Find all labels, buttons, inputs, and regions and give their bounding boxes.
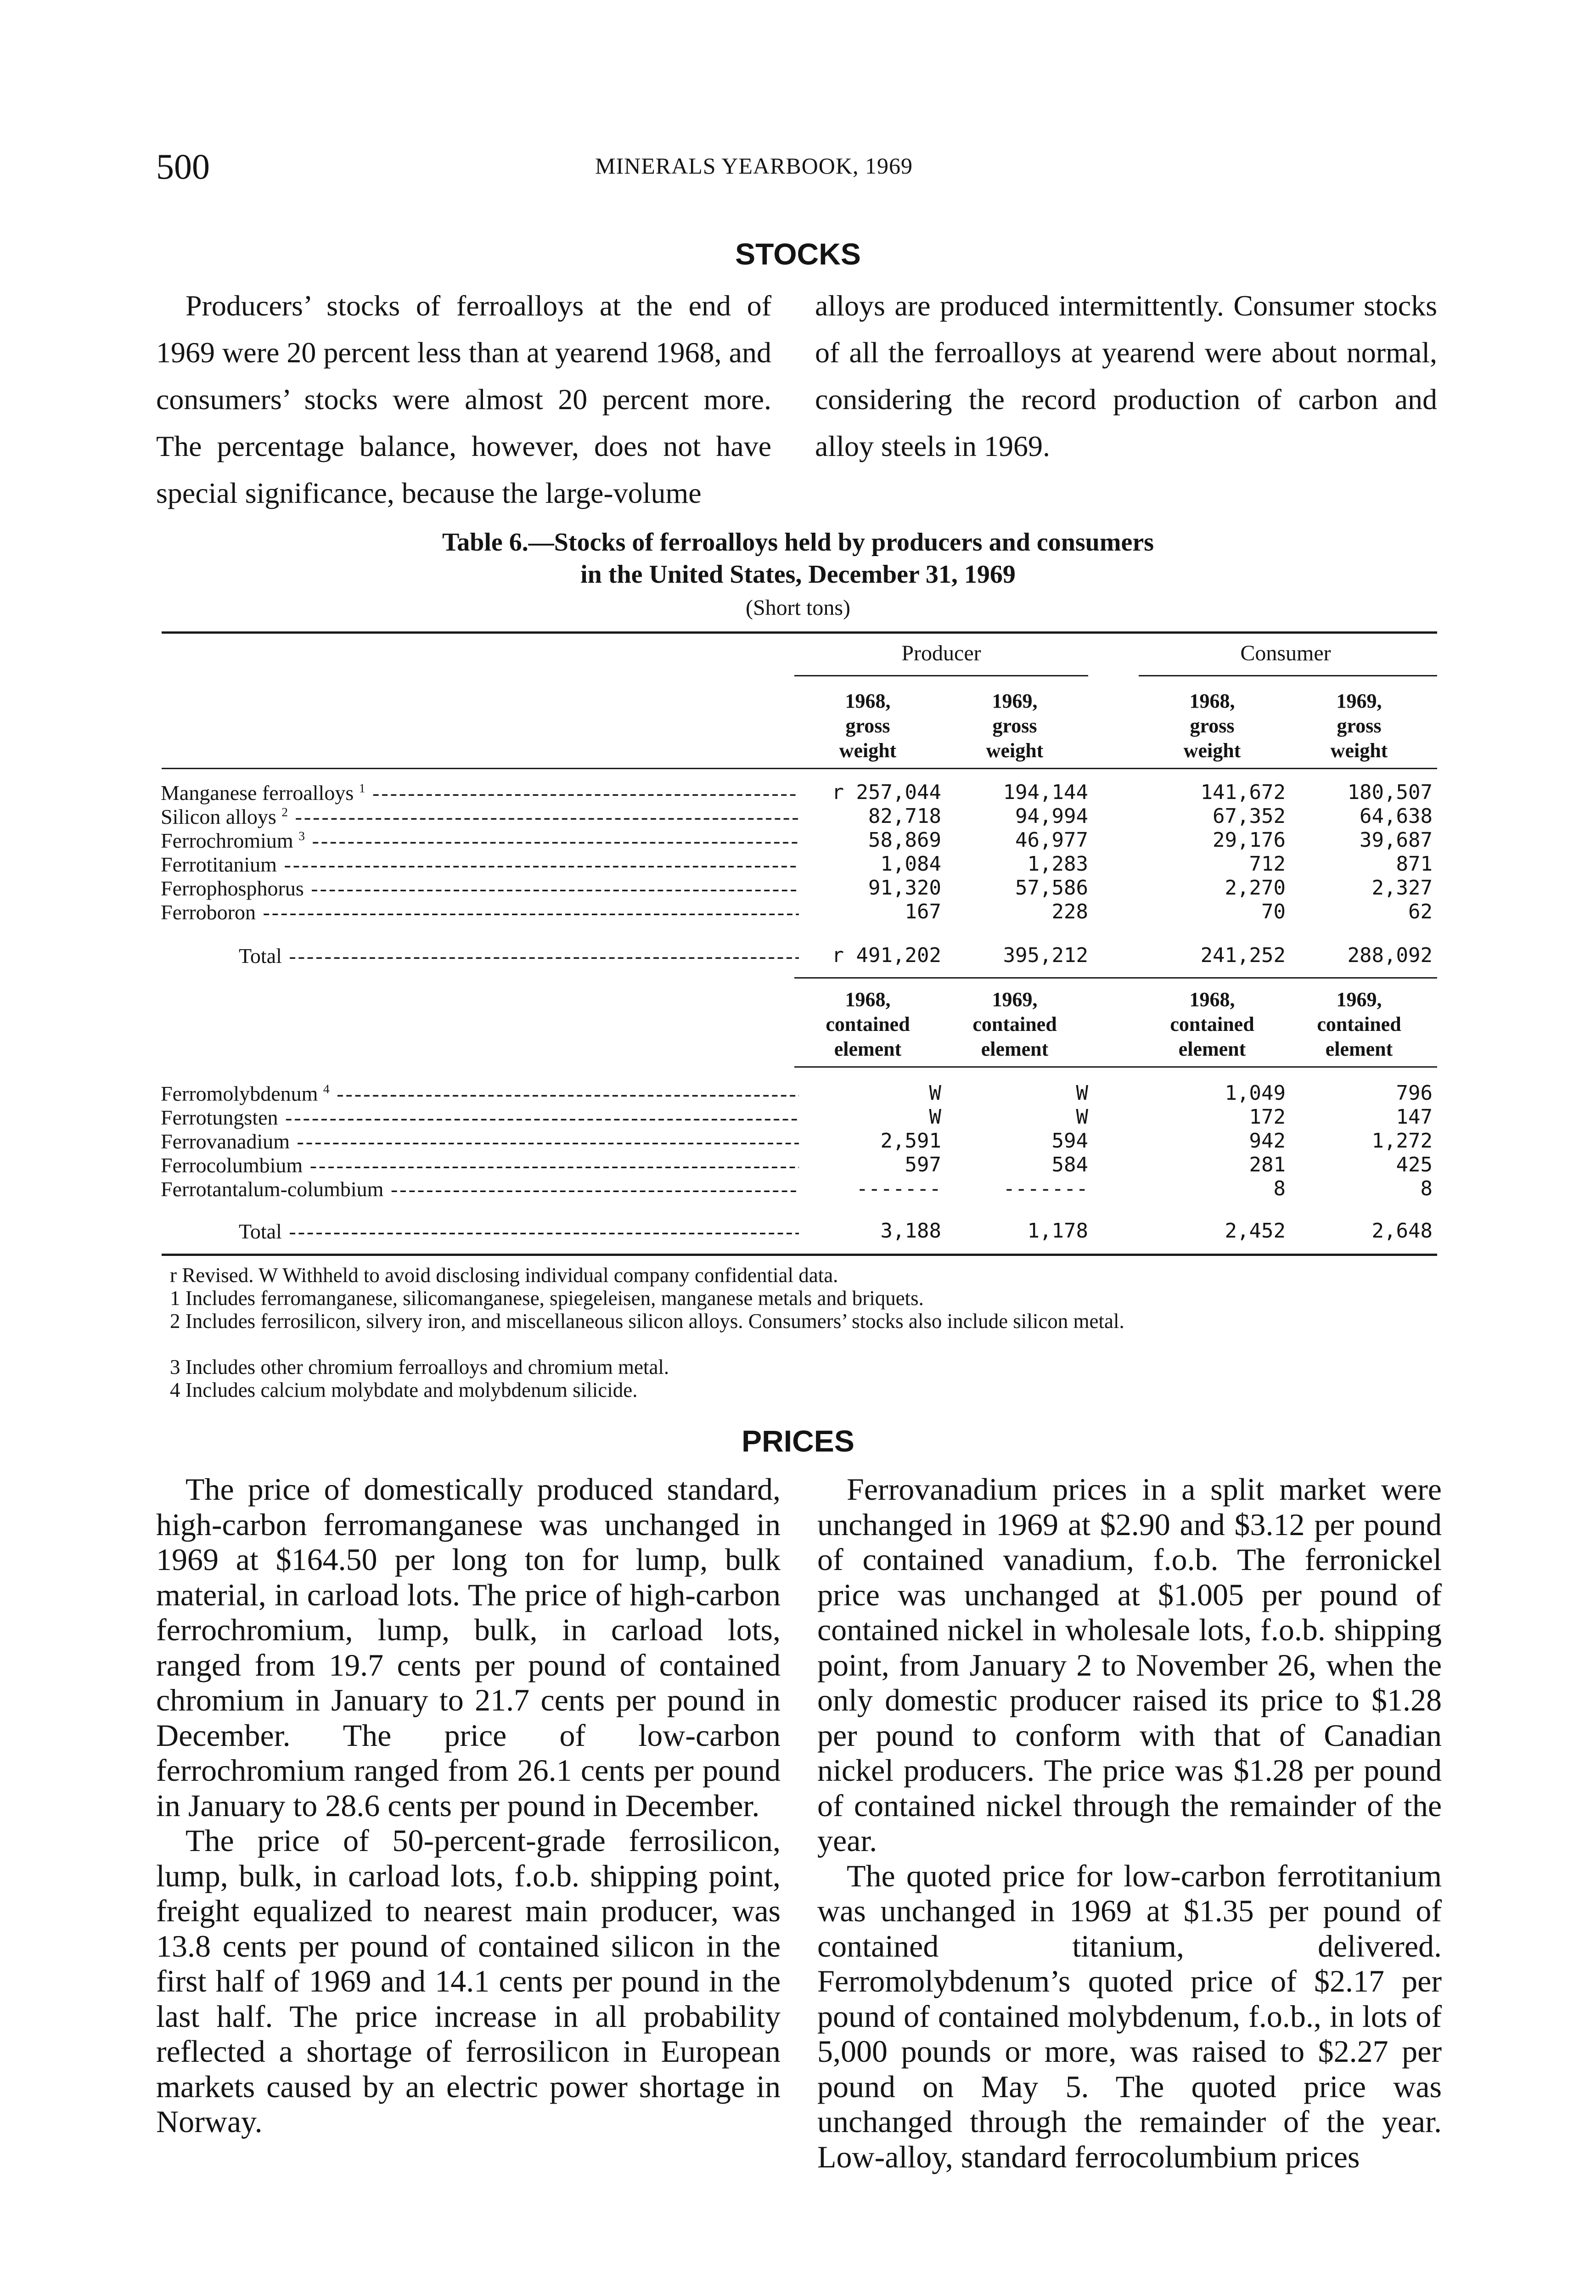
page-number: 500 (156, 146, 210, 186)
table-row: Manganese ferroalloys $^1$ ----- r 257,044 194,144 141,672 180,507 (161, 781, 1433, 805)
table-row: Ferrotantalum-columbium ----- ------- ------- 8 8 (161, 1177, 1433, 1202)
footnote-revised: r Revised. W Withheld to avoid disclosing individual company confidential data. (170, 1264, 838, 1287)
group-consumer: Consumer (1240, 641, 1331, 665)
prices-right-paragraph-2: The quoted price for low-carbon ferrotitanium was unchanged in 1969 at $1.35 per pound of contained titanium, delivered. Ferromolybdenum’s quoted price of $2.17 per pound of contained molybdenum, f.o.b., in lots of 5,000 pounds or more, was raised to $2.27 per pound on May 5. The quoted price was unchanged through the remainder of the year. Low-alloy, standard ferrocolumbium prices (817, 1858, 1442, 2174)
producer-rule (794, 675, 1088, 676)
prices-heading: PRICES (742, 1424, 854, 1458)
stocks-right-text: alloys are produced intermittently. Consumer stocks of all the ferroalloys at yearend were about normal, considering the record production of carbon and alloy steels in 1969. (815, 289, 1437, 462)
table-row: Ferrocolumbium ----- 597 584 281 425 (161, 1153, 1433, 1178)
col-head-producer-1968: 1968, gross weight (839, 690, 897, 762)
prices-left-column (156, 1472, 781, 2139)
table-row-total: Total ----- r 491,202 395,212 241,252 288,092 (161, 944, 1433, 968)
col-head-producer-1969-contained: 1969, contained element (972, 988, 1057, 1060)
table-row: Ferrotungsten ----- W W 172 147 (161, 1105, 1433, 1130)
prices-left-paragraph-2: The price of 50-percent-grade ferrosilicon, lump, bulk, in carload lots, f.o.b. shipping point, freight equalized to nearest main producer, was 13.8 cents per pound of contained silicon in the first half of 1969 and 14.1 cents per pound in the last half. The price increase in all probability reflected a shortage of ferrosilicon in European markets caused by an electric power shortage in Norway. (156, 1823, 781, 2139)
consumer-rule (1139, 675, 1437, 676)
table-row: Ferroboron ----- 167 228 70 62 (161, 900, 1433, 925)
col-head-producer-1969: 1969, gross weight (986, 690, 1044, 762)
head-rule-2 (794, 1066, 1437, 1068)
footnote-1: 1 Includes ferromanganese, silicomanganese, spiegeleisen, manganese metals and briquets. (170, 1287, 924, 1310)
table-units: (Short tons) (746, 596, 850, 620)
prices-right-paragraph-1: Ferrovanadium prices in a split market were unchanged in 1969 at $2.90 and $3.12 per pound of contained vanadium, f.o.b. The ferronickel price was unchanged at $1.005 per pound of contained nickel in wholesale lots, f.o.b. shipping point, from January 2 to November 26, when the only domestic producer raised its price to $1.28 per pound to conform with that of Canadian nickel producers. The price was $1.28 per pound of contained nickel through the remainder of the year. (817, 1472, 1442, 1858)
stocks-right-column (815, 282, 1437, 470)
table-row: Ferrotitanium ----- 1,084 1,283 712 871 (161, 852, 1433, 877)
stocks-left-text: Producers’ stocks of ferroalloys at the end of 1969 were 20 percent less than at yearend 1968, and consumers’ stocks were almost 20 percent more. The percentage balance, however, does not have special significance, because the large-volume (156, 289, 771, 509)
prices-right-column (817, 1472, 1442, 2174)
group-producer: Producer (901, 641, 981, 665)
footnote-4: 4 Includes calcium molybdate and molybdenum silicide. (170, 1379, 638, 1401)
col-head-consumer-1968: 1968, gross weight (1183, 690, 1241, 762)
head-rule (162, 768, 1437, 769)
mid-rule (794, 977, 1437, 979)
table-row: Ferrovanadium ----- 2,591 594 942 1,272 (161, 1129, 1433, 1154)
footnote-3: 3 Includes other chromium ferroalloys and chromium metal. (170, 1356, 669, 1379)
table-row: Ferromolybdenum $^4$ ----- W W 1,049 796 (161, 1081, 1433, 1106)
table-caption-line2: in the United States, December 31, 1969 (580, 560, 1016, 589)
col-head-consumer-1969-contained: 1969, contained element (1317, 988, 1401, 1060)
col-head-consumer-1968-contained: 1968, contained element (1170, 988, 1254, 1060)
col-head-consumer-1969: 1969, gross weight (1330, 690, 1388, 762)
stocks-left-column (156, 282, 771, 517)
footnote-2: 2 Includes ferrosilicon, silvery iron, and miscellaneous silicon alloys. Consumers’ stocks also include silicon metal. (170, 1310, 1124, 1333)
table-row: Silicon alloys $^2$ ----- 82,718 94,994 67,352 64,638 (161, 805, 1433, 829)
table-caption-line1: Table 6.—Stocks of ferroalloys held by producers and consumers (442, 528, 1154, 557)
table-bottom-rule (162, 1254, 1437, 1256)
stocks-heading: STOCKS (735, 237, 861, 271)
running-title: MINERALS YEARBOOK, 1969 (595, 153, 913, 179)
table-row: Ferrophosphorus ----- 91,320 57,586 2,270 2,327 (161, 876, 1433, 901)
col-head-producer-1968-contained: 1968, contained element (826, 988, 910, 1060)
table-row: Ferrochromium $^3$ ----- 58,869 46,977 29,176 39,687 (161, 828, 1433, 853)
prices-left-paragraph-1: The price of domestically produced standard, high-carbon ferromanganese was unchanged in 1969 at $164.50 per long ton for lump, bulk material, in carload lots. The price of high-carbon ferrochromium, lump, bulk, in carload lots, ranged from 19.7 cents per pound of contained chromium in January to 21.7 cents per pound in December. The price of low-carbon ferrochromium ranged from 26.1 cents per pound in January to 28.6 cents per pound in December. (156, 1472, 781, 1823)
table-row-total: Total ----- 3,188 1,178 2,452 2,648 (161, 1219, 1433, 1244)
table-top-rule (162, 631, 1437, 634)
